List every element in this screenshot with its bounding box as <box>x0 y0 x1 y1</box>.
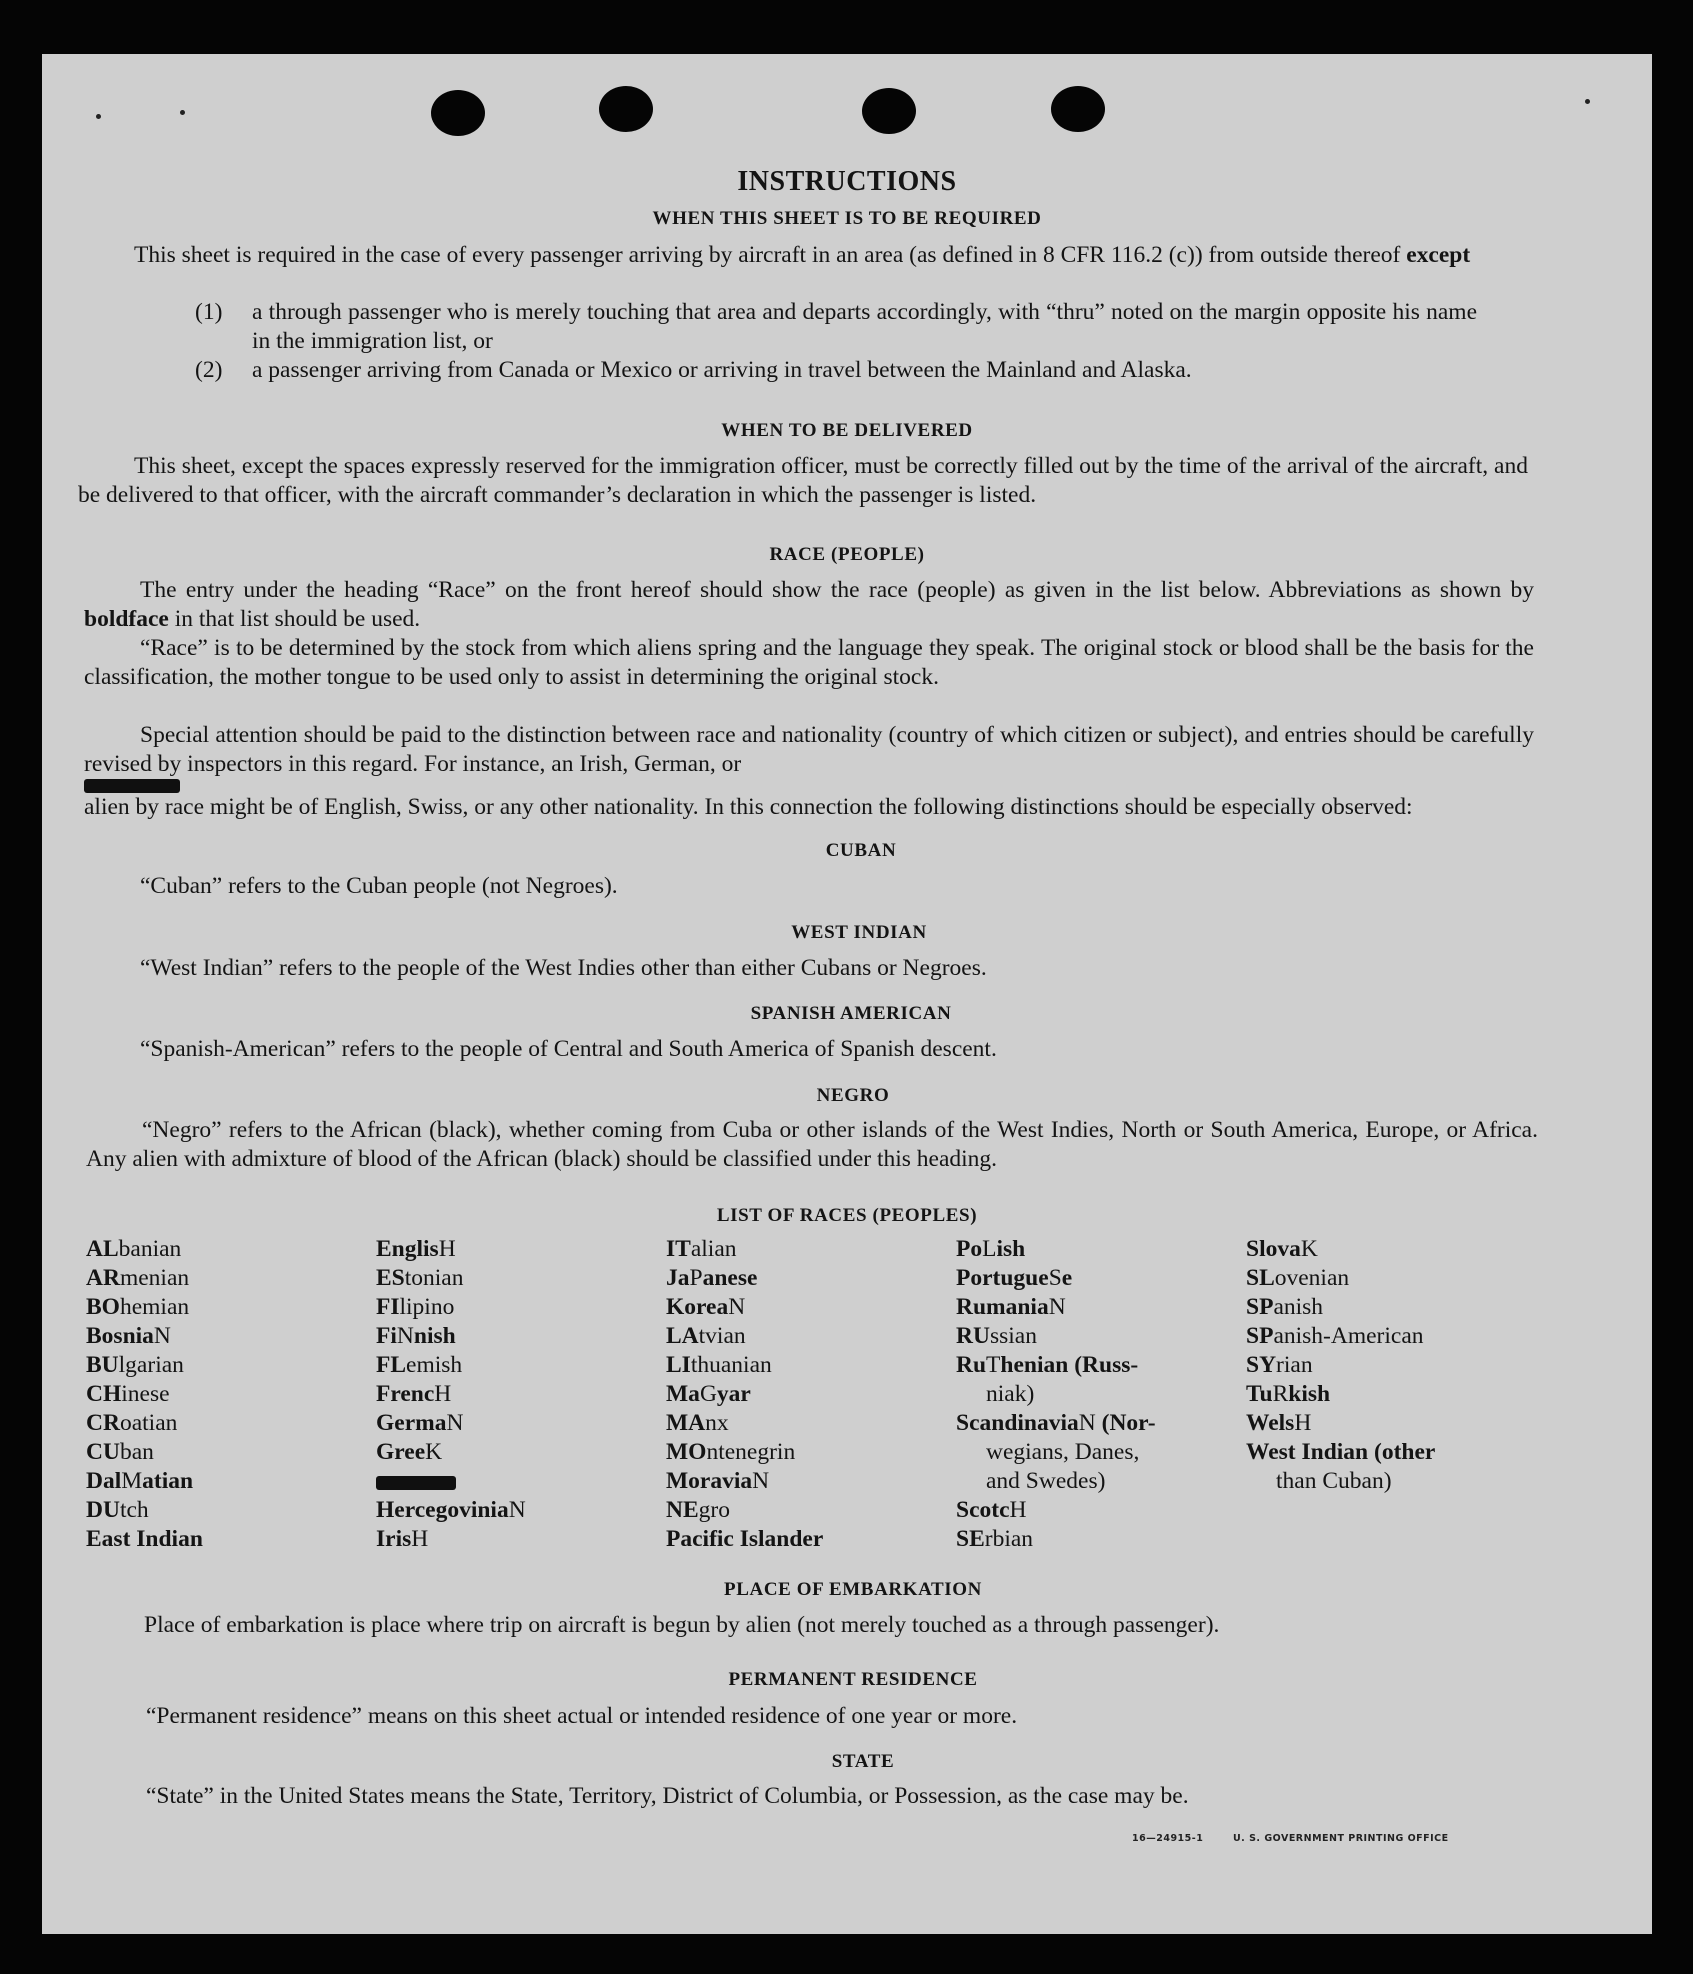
form-number: 16—24915-1 <box>1132 1833 1204 1844</box>
section-heading-when-delivered: WHEN TO BE DELIVERED <box>721 420 973 441</box>
race-entry: MOntenegrin <box>666 1439 796 1465</box>
race-entry: niak) <box>986 1381 1035 1407</box>
punch-hole <box>431 90 485 136</box>
race-entry: KoreaN <box>666 1294 746 1320</box>
race-entry: SPanish-American <box>1246 1323 1424 1349</box>
when-delivered-text: This sheet, except the spaces expressly reserved for the immigration officer, must be correctly filled out by the time of the arrival of the aircraft, and be delivered to that officer, with the aircraft commander’s declaration in which the passenger is listed. <box>78 453 1528 508</box>
redaction-mark <box>376 1476 456 1490</box>
race-entry: West Indian (other <box>1246 1439 1436 1465</box>
permanent-residence-text: “Permanent residence” means on this sheet actual or intended residence of one year or more. <box>146 1703 1018 1729</box>
race-entry: ALbanian <box>86 1236 182 1262</box>
race-entry: MAnx <box>666 1410 729 1436</box>
punch-hole <box>1051 86 1105 132</box>
races-column <box>376 1235 526 1554</box>
race-entry: WelsH <box>1246 1410 1312 1436</box>
race-entry: LAtvian <box>666 1323 746 1349</box>
section-heading-west-indian: WEST INDIAN <box>791 922 927 943</box>
races-column <box>1246 1235 1435 1496</box>
race-entry: than Cuban) <box>1276 1468 1392 1494</box>
races-column <box>956 1235 1156 1554</box>
races-column <box>86 1235 203 1554</box>
race-entry: SYrian <box>1246 1352 1313 1378</box>
race-entry <box>376 1467 526 1496</box>
race-entry: DalMatian <box>86 1468 194 1494</box>
race-entry: HercegoviniaN <box>376 1497 526 1523</box>
item-number: (1) <box>195 299 223 325</box>
race-entry: BOhemian <box>86 1294 190 1320</box>
race-entry: LIthuanian <box>666 1352 772 1378</box>
item-text: a passenger arriving from Canada or Mexico or arriving in travel between the Mainland and Alaska. <box>252 357 1192 383</box>
state-text: “State” in the United States means the State, Territory, District of Columbia, or Possession, as the case may be. <box>146 1783 1189 1809</box>
speck <box>180 110 185 115</box>
race-entry: PortugueSe <box>956 1265 1073 1291</box>
negro-text: “Negro” refers to the African (black), whether coming from Cuba or other islands of the West Indies, North or South America, Europe, or Africa. Any alien with admixture of blood of the African (black) should be classified under this heading. <box>86 1117 1538 1172</box>
race-entry: CHinese <box>86 1381 170 1407</box>
item-number: (2) <box>195 357 223 383</box>
race-entry: SPanish <box>1246 1294 1324 1320</box>
race-entry: CRoatian <box>86 1410 178 1436</box>
race-entry: CUban <box>86 1439 154 1465</box>
race-entry: GermaN <box>376 1410 464 1436</box>
west-indian-text: “West Indian” refers to the people of the West Indies other than either Cubans or Negroes. <box>140 955 987 981</box>
race-entry: BosniaN <box>86 1323 171 1349</box>
race-entry: East Indian <box>86 1526 203 1552</box>
race-entry: TuRkish <box>1246 1381 1331 1407</box>
printer-imprint: U. S. GOVERNMENT PRINTING OFFICE <box>1232 1833 1449 1844</box>
race-entry: BUlgarian <box>86 1352 184 1378</box>
race-p1-start: The entry under the heading “Race” on the front hereof should show the race (people) as given in the list below. Abbreviations as shown by <box>140 577 1534 603</box>
intro-text: This sheet is required in the case of every passenger arriving by aircraft in an area (as defined in 8 CFR 116.2 (c)) from outside thereof <box>134 242 1401 268</box>
when-required-intro <box>78 241 1528 270</box>
section-heading-spanish-american: SPANISH AMERICAN <box>750 1003 952 1024</box>
section-heading-permanent-residence: PERMANENT RESIDENCE <box>728 1669 978 1690</box>
embarkation-text: Place of embarkation is place where trip on aircraft is begun by alien (not merely touched as a through passenger). <box>144 1612 1220 1638</box>
race-entry: SlovaK <box>1246 1236 1318 1262</box>
race-entry: NEgro <box>666 1497 730 1523</box>
race-p3-end: alien by race might be of English, Swiss, or any other nationality. In this connection the following distinctions should be especially observed: <box>84 794 1413 820</box>
section-heading-when-required: WHEN THIS SHEET IS TO BE REQUIRED <box>652 208 1042 229</box>
race-entry: SErbian <box>956 1526 1034 1552</box>
race-paragraph-3 <box>84 721 1534 822</box>
race-entry: JaPanese <box>666 1265 758 1291</box>
race-paragraph-1 <box>84 576 1534 634</box>
race-entry: wegians, Danes, <box>986 1439 1140 1465</box>
race-entry: PoLish <box>956 1236 1026 1262</box>
speck <box>1585 99 1590 104</box>
section-heading-embarkation: PLACE OF EMBARKATION <box>724 1579 982 1600</box>
race-entry: RumaniaN <box>956 1294 1066 1320</box>
races-column <box>666 1235 823 1554</box>
section-heading-race: RACE (PEOPLE) <box>769 544 925 565</box>
race-entry: IrisH <box>376 1526 429 1552</box>
race-entry: FiNnish <box>376 1323 456 1349</box>
race-entry: DUtch <box>86 1497 149 1523</box>
race-entry: FIlipino <box>376 1294 455 1320</box>
race-entry: ScotcH <box>956 1497 1027 1523</box>
race-entry: MaGyar <box>666 1381 751 1407</box>
document-page <box>42 54 1652 1934</box>
item-text: a through passenger who is merely touching that area and departs accordingly, with “thru” noted on the margin opposite his name in the immigration list, or <box>252 299 1477 354</box>
race-entry: EStonian <box>376 1265 464 1291</box>
race-entry: Pacific Islander <box>666 1526 824 1552</box>
section-heading-state: STATE <box>831 1751 895 1772</box>
redaction-mark <box>84 779 180 793</box>
speck <box>96 114 101 119</box>
race-entry: and Swedes) <box>986 1468 1106 1494</box>
race-entry: ScandinaviaN (Nor- <box>956 1410 1156 1436</box>
race-entry: FLemish <box>376 1352 463 1378</box>
race-entry: EnglisH <box>376 1236 456 1262</box>
cuban-text: “Cuban” refers to the Cuban people (not Negroes). <box>140 873 618 899</box>
race-entry: MoraviaN <box>666 1468 770 1494</box>
race-entry: SLovenian <box>1246 1265 1350 1291</box>
race-p1-end: in that list should be used. <box>174 606 421 632</box>
section-heading-negro: NEGRO <box>816 1085 890 1106</box>
race-p1-bold: boldface <box>84 606 169 632</box>
race-entry: GreeK <box>376 1439 443 1465</box>
section-heading-cuban: CUBAN <box>825 840 897 861</box>
race-entry: RUssian <box>956 1323 1037 1349</box>
form-footer <box>1132 1833 1449 1844</box>
spanish-american-text: “Spanish-American” refers to the people of Central and South America of Spanish descent. <box>140 1036 997 1062</box>
race-paragraph-2: “Race” is to be determined by the stock from which aliens spring and the language they speak. The original stock or blood shall be the basis for the classification, the mother tongue to be used only to assist in determining the original stock. <box>84 635 1534 690</box>
race-entry: FrencH <box>376 1381 452 1407</box>
page-title: INSTRUCTIONS <box>737 166 957 197</box>
race-entry: RuThenian (Russ- <box>956 1352 1139 1378</box>
section-heading-list-of-races: LIST OF RACES (PEOPLES) <box>716 1205 978 1226</box>
race-p3-start: Special attention should be paid to the distinction between race and nationality (country of which citizen or subject), and entries should be carefully revised by inspectors in this regard. For instance, an Irish, German, or <box>84 722 1534 777</box>
race-entry: ITalian <box>666 1236 737 1262</box>
intro-emphasis: except <box>1406 242 1471 268</box>
punch-hole <box>862 88 916 134</box>
race-entry: ARmenian <box>86 1265 190 1291</box>
punch-hole <box>599 86 653 132</box>
